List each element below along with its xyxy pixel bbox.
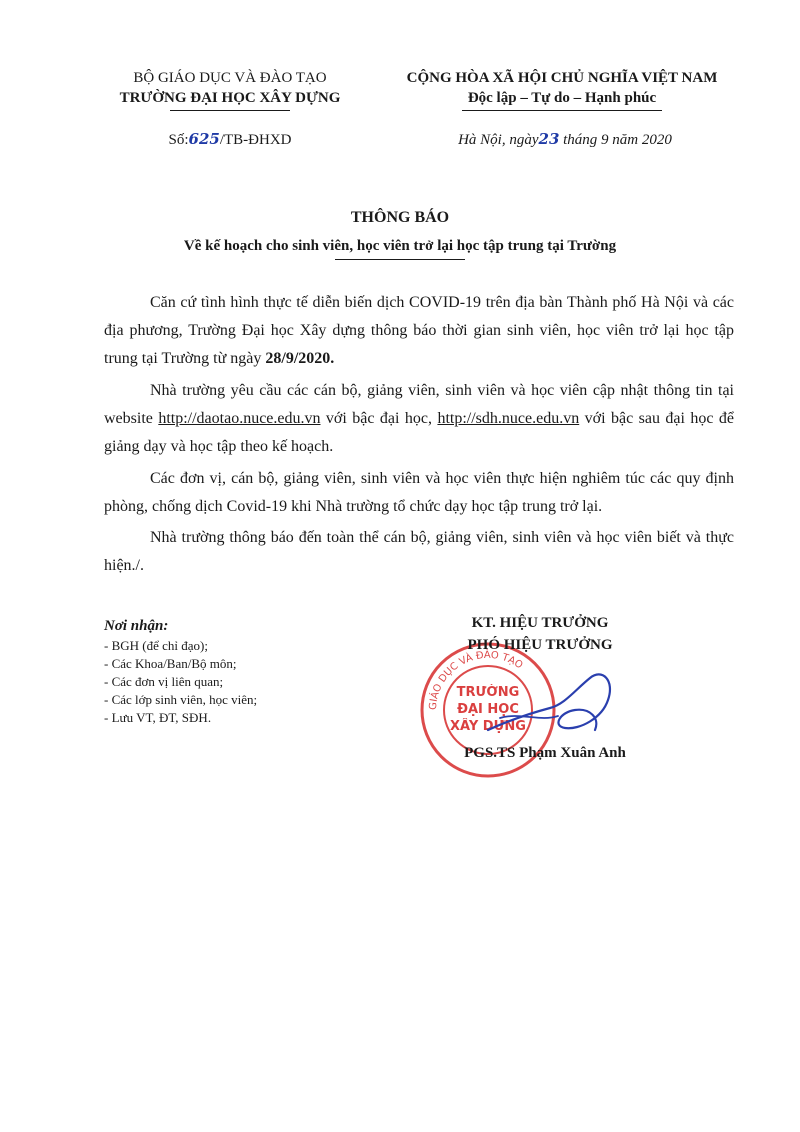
recipient-item: - Các lớp sinh viên, học viên; (104, 692, 258, 707)
recipient-item: - Lưu VT, ĐT, SĐH. (104, 710, 212, 725)
number-suffix: /TB-ĐHXD (219, 132, 292, 148)
country-name: CỘNG HÒA XÃ HỘI CHỦ NGHĨA VIỆT NAM (406, 70, 718, 86)
recipients-list (104, 637, 404, 727)
paragraph-1 (104, 289, 734, 373)
number-handwritten: 625 (188, 130, 220, 148)
recipient-item: - Các Khoa/Ban/Bộ môn; (104, 656, 237, 671)
paragraph-4 (104, 524, 734, 580)
p1-text: Căn cứ tình hình thực tế diễn biến dịch COVID-19 trên địa bàn Thành phố Hà Nội và các địa phương, Trường Đại học Xây dựng thông báo thời gian sinh viên, học viên trở lại học tập trung tại Trường từ ngày (104, 294, 734, 367)
university-name: TRƯỜNG ĐẠI HỌC XÂY DỰNG (119, 90, 341, 106)
recipients-block (104, 617, 404, 727)
document-number (95, 130, 365, 149)
date-day-handwritten: 23 (538, 130, 560, 148)
university-underline (170, 110, 290, 111)
issuer-block (95, 68, 365, 111)
stamp-ring-textpath: GIÁO DỤC VÀ ĐÀO TẠO (427, 649, 525, 711)
p3-text: Các đơn vị, cán bộ, giảng viên, sinh viên và học viên thực hiện nghiêm túc các quy định phòng, chống dịch Covid-19 khi Nhà trường tổ chức dạy học tập trung trở lại. (104, 470, 734, 515)
signature-block (430, 612, 650, 656)
stamp-line-3: XÂY DỰNG (450, 719, 526, 734)
p2-text-a: Nhà trường yêu cầu các cán bộ, giảng viên, sinh viên và học viên cập nhật thông tin tại website (104, 382, 734, 427)
subtitle-text: Về kế hoạch cho sinh viên, học viên trở lại học tập trung tại Trường (183, 238, 617, 254)
number-prefix: Số: (168, 132, 189, 148)
document-title: THÔNG BÁO (350, 209, 450, 226)
signer-name: PGS.TS Phạm Xuân Anh (464, 745, 626, 761)
daotao-link[interactable]: http://daotao.nuce.edu.vn (158, 410, 321, 427)
motto-underline (462, 110, 662, 111)
paragraph-2 (104, 377, 734, 461)
ministry-name: BỘ GIÁO DỤC VÀ ĐÀO TẠO (133, 70, 327, 86)
stamp-line-1: TRƯỜNG (456, 685, 520, 700)
recipient-item: - BGH (để chỉ đạo); (104, 638, 208, 653)
document-subtitle (0, 238, 800, 260)
subtitle-underline (335, 259, 465, 260)
recipients-title: Nơi nhận: (104, 618, 169, 634)
stamp-line-2: ĐẠI HỌC (457, 702, 519, 717)
motto: Độc lập – Tự do – Hạnh phúc (467, 90, 657, 106)
handwritten-signature (480, 660, 630, 750)
date-line (400, 130, 730, 149)
signature-title-2: PHÓ HIỆU TRƯỞNG (467, 637, 613, 653)
signature-title-1: KT. HIỆU TRƯỞNG (471, 615, 609, 631)
p4-text: Nhà trường thông báo đến toàn thể cán bộ, giảng viên, sinh viên và học viên biết và thực hiện./. (104, 529, 734, 574)
national-header (392, 68, 732, 111)
date-suffix: tháng 9 năm 2020 (559, 132, 672, 148)
p2-text-b: với bậc đại học, (320, 410, 438, 427)
paragraph-3 (104, 465, 734, 521)
sdh-link[interactable]: http://sdh.nuce.edu.vn (437, 410, 580, 427)
p1-date: 28/9/2020. (265, 350, 335, 367)
recipient-item: - Các đơn vị liên quan; (104, 674, 224, 689)
date-prefix: Hà Nội, ngày (458, 132, 539, 148)
p2-text-c: với bậc sau đại học để giảng dạy và học tập theo kế hoạch. (104, 410, 735, 455)
